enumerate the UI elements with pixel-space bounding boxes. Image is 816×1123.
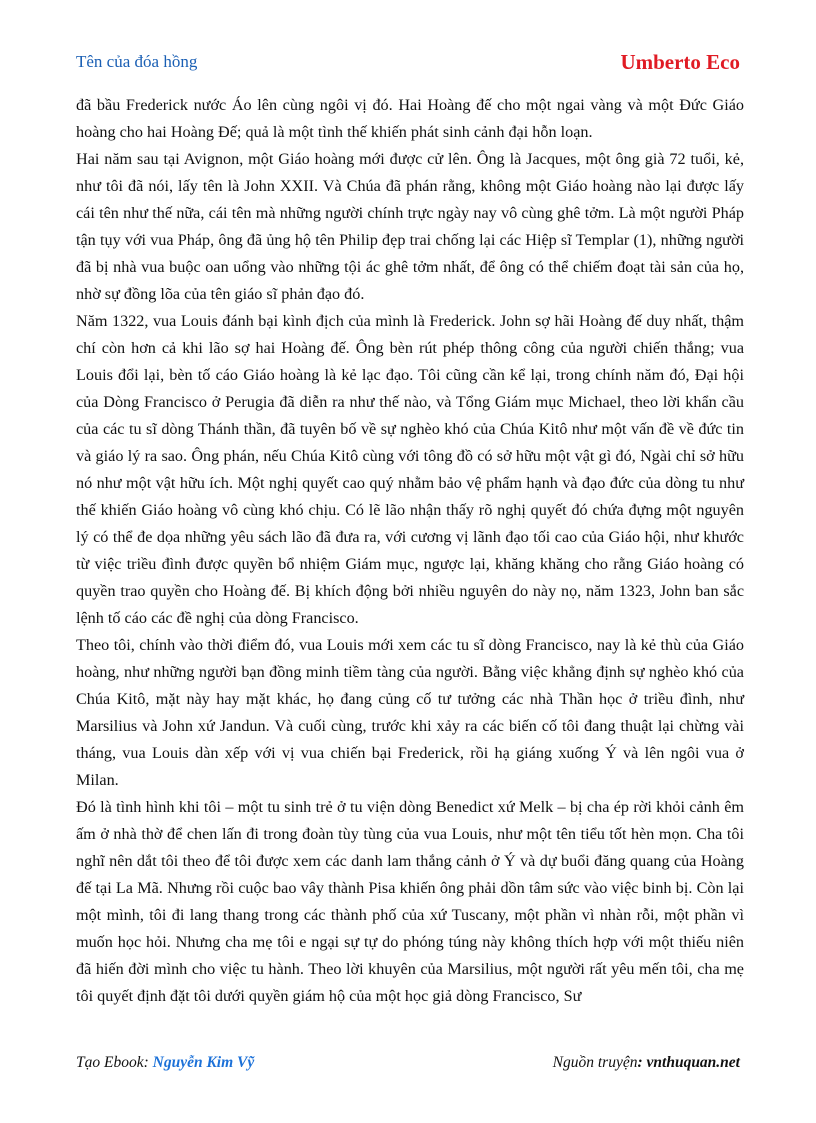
paragraph: đã bầu Frederick nước Áo lên cùng ngôi vị đó. Hai Hoàng đế cho một ngai vàng và một Đức Giáo hoàng cho hai Hoàng Đế; quả là một tình thế khiến phát sinh cảnh đại hỗn loạn. <box>76 96 744 141</box>
ebook-credit <box>76 1054 254 1072</box>
source-label: Nguồn truyện <box>552 1054 638 1071</box>
paragraph: Theo tôi, chính vào thời điểm đó, vua Louis mới xem các tu sĩ dòng Francisco, nay là kẻ thù của Giáo hoàng, như những người bạn đồng minh tiềm tàng của người. Bằng việc khẳng định sự nghèo khó của Chúa Kitô, mặt này hay mặt khác, họ đang củng cố tư tưởng các nhà Thần học ở triều đình, như Marsilius và John xứ Jandun. Và cuối cùng, trước khi xảy ra các biến cố tôi đang thuật lại chừng vài tháng, vua Louis dàn xếp với vị vua chiến bại Frederick, rồi hạ giáng xuống Ý và lên ngôi vua ở Milan. <box>76 636 744 789</box>
ebook-separator: : <box>143 1054 153 1071</box>
ebook-creator: Nguyễn Kim Vỹ <box>152 1054 255 1071</box>
paragraph: Hai năm sau tại Avignon, một Giáo hoàng mới được cử lên. Ông là Jacques, một ông già 72 tuổi, kẻ, như tôi đã nói, lấy tên là John XXII. Và Chúa đã phán rằng, không một Giáo hoàng nào lại được lấy cái tên như thế nữa, cái tên mà những người chính trực ngày nay vô cùng ghê tởm. Là một người Pháp tận tụy với vua Pháp, ông đã ủng hộ tên Philip đẹp trai chống lại các Hiệp sĩ Templar (1), những người đã bị nhà vua buộc oan uổng vào những tội ác ghê tởm nhất, để ông có thể chiếm đoạt tài sản của họ, nhờ sự đồng lõa của tên giáo sĩ phản đạo đó. <box>76 150 744 303</box>
page-header <box>76 50 740 76</box>
body-text <box>76 92 744 1010</box>
paragraph: Năm 1322, vua Louis đánh bại kình địch của mình là Frederick. John sợ hãi Hoàng đế duy nhất, thậm chí còn hơn cả khi lão sợ hai Hoàng đế. Ông bèn rút phép thông công của người chiến thắng; vua Louis đổi lại, bèn tố cáo Giáo hoàng là kẻ lạc đạo. Tôi cũng cần kể lại, trong chính năm đó, Đại hội của Dòng Francisco ở Perugia đã diễn ra như thế nào, và Tổng Giám mục Michael, theo lời khẩn cầu của các tu sĩ dòng Thánh thần, đã tuyên bố về sự nghèo khó của Chúa Kitô như một vấn đề về đức tin và giáo lý ra sao. Ông phán, nếu Chúa Kitô cùng với tông đồ có sở hữu một vật gì đó, Ngài chỉ sở hữu nó như một vật hữu ích. Một nghị quyết cao quý nhằm bảo vệ phẩm hạnh và đạo đức của dòng tu như thế khiến Giáo hoàng vô cùng khó chịu. Có lẽ lão nhận thấy rõ nghị quyết đó chứa đựng một nguyên lý có thể đe dọa những yêu sách lão đã đưa ra, với cương vị lãnh đạo tối cao của Giáo hội, như khước từ việc triều đình được quyền bổ nhiệm Giám mục, ngược lại, khăng khăng cho rằng Giáo hoàng có quyền trao quyền cho Hoàng đế. Bị khích động bởi nhiều nguyên do này nọ, năm 1323, John ban sắc lệnh tố cáo các đề nghị của dòng Francisco. <box>76 312 744 627</box>
page-footer <box>76 1054 740 1076</box>
book-title: Tên của đóa hồng <box>76 52 198 71</box>
source-separator: : <box>637 1054 647 1071</box>
source-credit <box>553 1054 740 1072</box>
ebook-label: Tạo Ebook <box>76 1054 144 1071</box>
paragraph: Đó là tình hình khi tôi – một tu sinh trẻ ở tu viện dòng Benedict xứ Melk – bị cha ép rời khỏi cảnh êm ấm ở nhà thờ để chen lấn đi trong đoàn tùy tùng của vua Louis, như một tên tiểu tốt hèn mọn. Cha tôi nghĩ nên dắt tôi theo để tôi được xem các danh lam thắng cảnh ở Ý và dự buổi đăng quang của Hoàng đế tại La Mã. Nhưng rồi cuộc bao vây thành Pisa khiến ông phải dồn tâm sức vào việc binh bị. Còn lại một mình, tôi đi lang thang trong các thành phố của xứ Tuscany, một phần vì nhàn rỗi, một phần vì muốn học hỏi. Nhưng cha mẹ tôi e ngại sự tự do phóng túng này không thích hợp với một thiếu niên đã hiến đời mình cho việc tu hành. Theo lời khuyên của Marsilius, một người rất yêu mến tôi, cha mẹ tôi quyết định đặt tôi dưới quyền giám hộ của một học giả dòng Francisco, Sư <box>76 798 744 1005</box>
author-name: Umberto Eco <box>620 50 740 74</box>
source-site: vnthuquan.net <box>646 1054 740 1071</box>
